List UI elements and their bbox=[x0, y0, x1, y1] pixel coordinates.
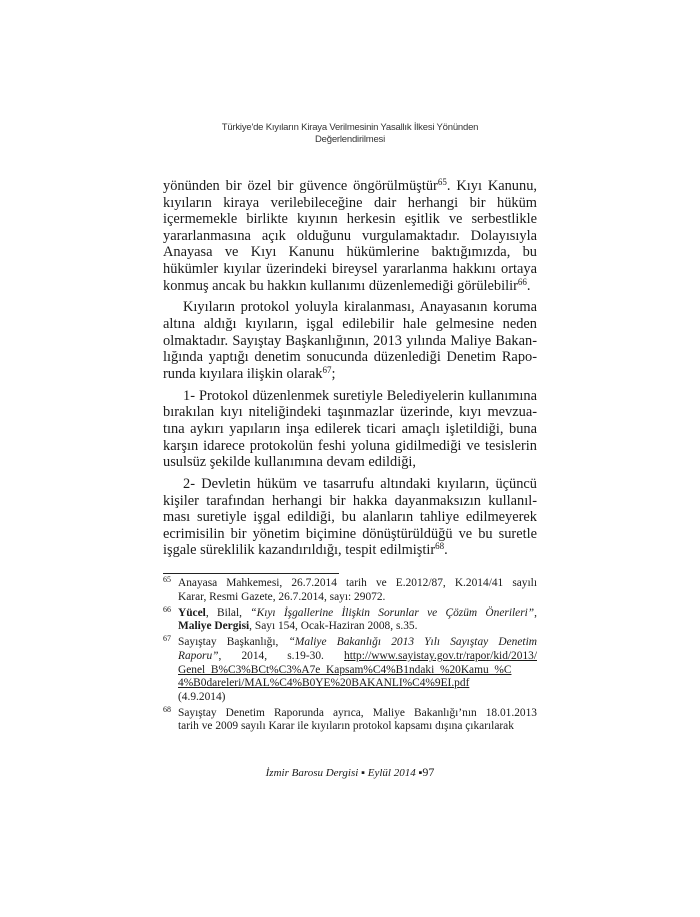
line-text: 2- Devletin hüküm ve tasarrufu altındaki kıyıların, üçüncü bbox=[183, 475, 537, 492]
footnote-text: Yücel bbox=[178, 606, 206, 619]
line-text: içermemekle birlikte kıyının herkesin eşitlik ve serbestlikle bbox=[163, 211, 537, 228]
line-text-end: . bbox=[444, 542, 448, 559]
footnote-number: 68 bbox=[163, 704, 171, 714]
page-footer bbox=[0, 765, 700, 780]
footnote-line bbox=[178, 720, 537, 734]
footnote-line bbox=[178, 650, 537, 664]
body-text bbox=[163, 178, 537, 564]
text-line bbox=[163, 244, 537, 261]
footnote-text: , Sayı 154, Ocak-Haziran 2008, s.35. bbox=[249, 620, 418, 633]
line-text: altına aldığı kıyıların, işgal edilebilir hale gelmesine neden bbox=[163, 316, 537, 333]
separator: ▪ bbox=[418, 767, 423, 779]
link[interactable]: Genel_B%C3%BCt%C3%A7e_Kapsam%C4%B1ndaki_%20Kamu_%C bbox=[178, 663, 512, 676]
paragraph bbox=[163, 178, 537, 294]
footnote-line bbox=[178, 620, 537, 634]
footnote-ref: 67 bbox=[322, 364, 332, 375]
text-line bbox=[163, 349, 537, 366]
footnote-line bbox=[178, 707, 537, 721]
line-text-end: ; bbox=[331, 365, 336, 382]
text-line bbox=[163, 261, 537, 278]
page-number: 97 bbox=[422, 765, 435, 779]
footnote-text: Raporu” bbox=[178, 649, 219, 662]
line-text: tına aykırı yapıların inşa edilerek ticari amaçlı işletildiği, buna bbox=[163, 420, 537, 437]
paragraph bbox=[163, 388, 537, 471]
journal-name: İzmir Barosu Dergisi bbox=[265, 767, 359, 779]
link[interactable]: 4%B0dareleri/MAL%C4%B0YE%20BAKANLI%C4%9EI.pdf bbox=[178, 677, 470, 690]
line-text: hükümler kıyılar üzerindeki bireysel yararlanma hakkını ortaya bbox=[163, 260, 537, 277]
line-text: lığında yaptığı denetim sonucunda düzenlediği Denetim Rapo- bbox=[163, 349, 537, 366]
footnote-text: (4.9.2014) bbox=[178, 690, 226, 703]
footnote-number: 65 bbox=[163, 575, 171, 584]
text-line bbox=[163, 316, 537, 333]
footnote-line bbox=[178, 664, 537, 678]
running-header-line-2: Değerlendirilmesi bbox=[315, 134, 385, 145]
footnote-text: tarih ve 2009 sayılı Karar ile kıyıların protokol kapsamı dışına çıkarılarak bbox=[178, 720, 514, 733]
footnote-number: 67 bbox=[163, 634, 171, 644]
separator: ▪ bbox=[361, 767, 365, 779]
footnote-ref: 68 bbox=[435, 541, 445, 552]
line-text: işgale süreklilik kazandırıldığı, tespit edilmiştir bbox=[163, 542, 436, 559]
line-text-end: . Kıyı Kanunu, bbox=[446, 178, 537, 194]
text-line bbox=[163, 299, 537, 316]
footnote-line bbox=[178, 636, 537, 650]
text-line bbox=[163, 542, 537, 559]
line-text: Anayasa ve Kıyı Kanunu hükümlerine baktığımızda, bu bbox=[163, 244, 537, 261]
line-text: bırakılan kıyı niteliğindeki taşınmazlar üzerinde, kıyı mevzua- bbox=[163, 404, 537, 421]
text-line bbox=[163, 438, 537, 455]
text-line bbox=[163, 178, 537, 195]
footnote-line bbox=[178, 607, 537, 621]
footnote-text: Karar, Resmi Gazete, 26.7.2014, sayı: 29072. bbox=[178, 590, 386, 603]
footnote-line bbox=[178, 677, 537, 691]
footnote-text: “Maliye Bakanlığı 2013 Yılı Sayıştay Denetim bbox=[288, 636, 537, 649]
footnote bbox=[163, 636, 537, 704]
line-text: ması suretiyle işgal edildiği, bu alanların tahliye edilmeyerek bbox=[163, 509, 537, 526]
line-text: konmuş ancak bu hakkın kullanımı düzenlemediği görülebilir bbox=[163, 277, 518, 294]
footnote-text: Maliye Dergisi bbox=[178, 620, 250, 633]
text-line bbox=[163, 476, 537, 493]
line-text: yararlanmasına açık olduğunu vurgulamaktadır. Dolayısıyla bbox=[163, 227, 537, 244]
text-line bbox=[163, 404, 537, 421]
footnotes bbox=[163, 577, 537, 737]
footnote-line bbox=[178, 591, 537, 605]
text-line bbox=[163, 388, 537, 405]
text-line bbox=[163, 421, 537, 438]
footnote bbox=[163, 704, 537, 734]
footnote-text: Anayasa Mahkemesi, 26.7.2014 tarih ve E.2012/87, K.2014/41 sayılı bbox=[178, 577, 537, 589]
text-line bbox=[163, 509, 537, 526]
link[interactable]: http://www.sayistay.gov.tr/rapor/kid/2013/ bbox=[344, 649, 537, 662]
footnote-ref: 65 bbox=[437, 177, 447, 187]
line-text: 1- Protokol düzenlenmek suretiyle Belediyelerin kullanımına bbox=[183, 387, 537, 404]
footnote-text: Sayıştay Denetim Raporunda ayrıca, Maliye Bakanlığı’nın 18.01.2013 bbox=[178, 706, 537, 719]
footnote-number: 66 bbox=[163, 604, 171, 614]
text-line bbox=[163, 454, 537, 471]
line-text: runda kıyılara ilişkin olarak bbox=[163, 365, 323, 382]
line-text: olmaktadır. Sayıştay Başkanlığının, 2013 yılında Maliye Bakan- bbox=[163, 332, 537, 349]
footnote bbox=[163, 577, 537, 604]
line-text: Kıyıların protokol yoluyla kiralanması, Anayasanın koruma bbox=[183, 299, 537, 316]
line-text: ecrimisilin bir yönetim biçimine dönüştürüldüğü ve bu suretle bbox=[163, 525, 537, 542]
footnote-text: “Kıyı İşgallerine İlişkin Sorunlar ve Çözüm Önerileri” bbox=[250, 606, 535, 619]
footnote-text: , bbox=[534, 606, 537, 619]
line-text: yönünden bir özel bir güvence öngörülmüştür bbox=[163, 178, 438, 194]
text-line bbox=[163, 366, 537, 383]
text-line bbox=[163, 278, 537, 295]
text-line bbox=[163, 526, 537, 543]
footnote-line bbox=[178, 691, 537, 705]
text-line bbox=[163, 228, 537, 245]
footnote-text: , Bilal, bbox=[205, 606, 251, 619]
paragraph bbox=[163, 476, 537, 559]
text-line bbox=[163, 211, 537, 228]
line-text: kişiler tarafından herhangi bir hakka dayanmaksızın kullanıl- bbox=[163, 492, 537, 509]
text-line bbox=[163, 493, 537, 510]
text-line bbox=[163, 333, 537, 350]
line-text: usulsüz şekilde kullanımına devam edildiği, bbox=[163, 454, 416, 471]
footnote-line bbox=[178, 577, 537, 591]
footnote-text: Sayıştay Başkanlığı, bbox=[178, 636, 289, 649]
footnote-ref: 66 bbox=[517, 276, 527, 287]
paragraph bbox=[163, 299, 537, 382]
footnote bbox=[163, 604, 537, 634]
issue-date: Eylül 2014 bbox=[367, 767, 416, 779]
line-text: karşın idarece protokolün feshi yoluna gidilmediği ve tesislerin bbox=[163, 437, 537, 454]
footnote-text: , 2014, s.19-30. bbox=[218, 649, 345, 662]
footnote-separator bbox=[163, 573, 339, 574]
text-line bbox=[163, 195, 537, 212]
line-text-end: . bbox=[526, 277, 531, 294]
running-header-line-1: Türkiye'de Kıyıların Kiraya Verilmesinin Yasallık İlkesi Yönünden bbox=[221, 122, 479, 133]
line-text: kıyıların kiraya verilebileceğine dair herhangi bir hüküm bbox=[163, 194, 537, 211]
